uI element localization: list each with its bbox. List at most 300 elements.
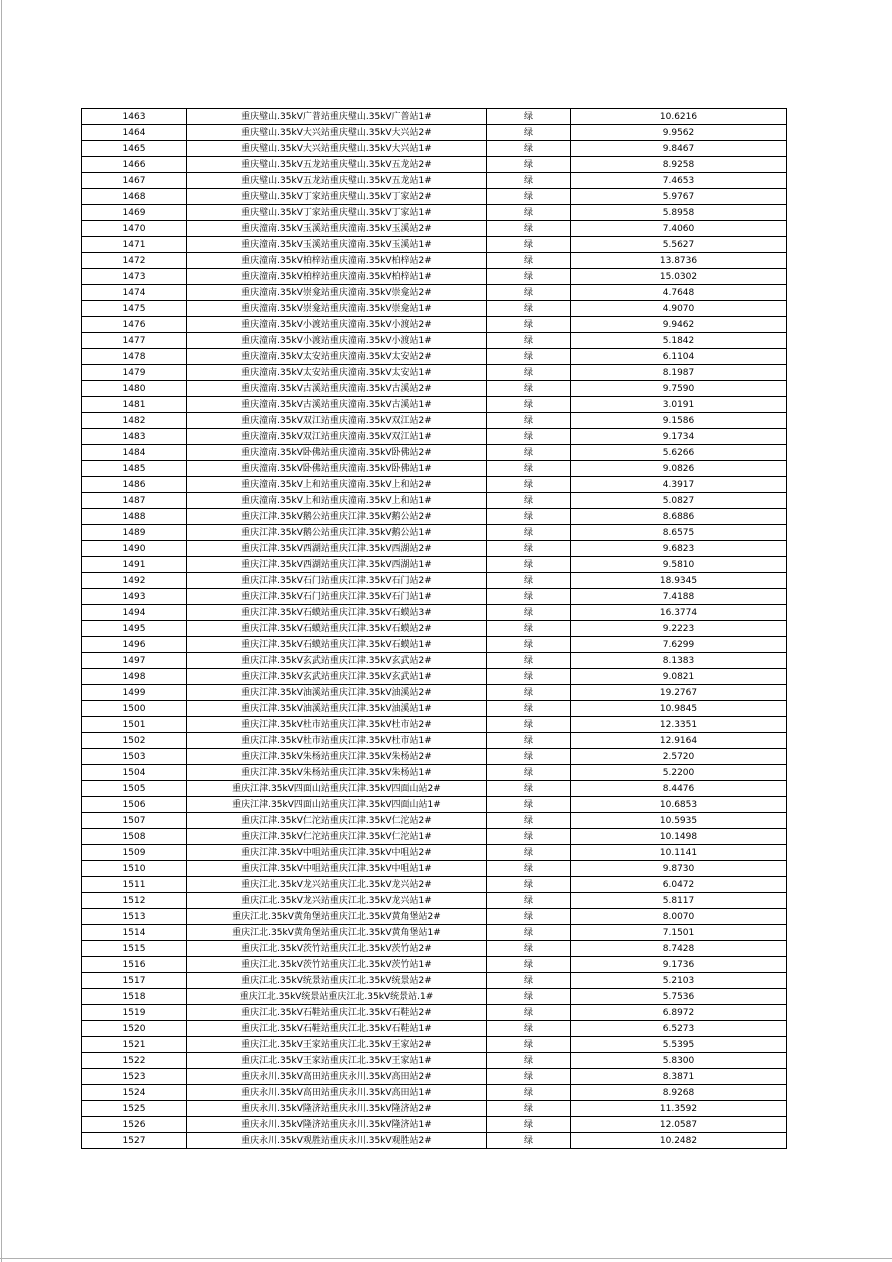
substation-table-body (82, 109, 787, 1149)
status-cell: 绿 (487, 653, 571, 669)
station-name-cell: 重庆潼南.35kV双江站重庆潼南.35kV双江站2# (187, 413, 487, 429)
station-name-cell: 重庆江津.35kV中咀站重庆江津.35kV中咀站1# (187, 861, 487, 877)
table-row (82, 429, 787, 445)
table-row (82, 477, 787, 493)
row-id-cell: 1464 (82, 125, 187, 141)
value-cell: 9.9462 (571, 317, 787, 333)
station-name-cell: 重庆江津.35kV西湖站重庆江津.35kV西湖站2# (187, 541, 487, 557)
row-id-cell: 1485 (82, 461, 187, 477)
value-cell: 10.5935 (571, 813, 787, 829)
value-cell: 8.0070 (571, 909, 787, 925)
table-row (82, 909, 787, 925)
row-id-cell: 1471 (82, 237, 187, 253)
row-id-cell: 1505 (82, 781, 187, 797)
status-cell: 绿 (487, 1085, 571, 1101)
status-cell: 绿 (487, 893, 571, 909)
station-name-cell: 重庆江津.35kV石蟆站重庆江津.35kV石蟆站2# (187, 621, 487, 637)
station-name-cell: 重庆江津.35kV四面山站重庆江津.35kV四面山站2# (187, 781, 487, 797)
station-name-cell: 重庆潼南.35kV小渡站重庆潼南.35kV小渡站1# (187, 333, 487, 349)
value-cell: 15.0302 (571, 269, 787, 285)
value-cell: 5.8300 (571, 1053, 787, 1069)
table-row (82, 1037, 787, 1053)
row-id-cell: 1472 (82, 253, 187, 269)
table-row (82, 749, 787, 765)
table-row (82, 285, 787, 301)
row-id-cell: 1470 (82, 221, 187, 237)
value-cell: 9.5810 (571, 557, 787, 573)
status-cell: 绿 (487, 237, 571, 253)
value-cell: 5.5395 (571, 1037, 787, 1053)
status-cell: 绿 (487, 877, 571, 893)
table-row (82, 925, 787, 941)
row-id-cell: 1492 (82, 573, 187, 589)
status-cell: 绿 (487, 413, 571, 429)
value-cell: 13.8736 (571, 253, 787, 269)
status-cell: 绿 (487, 365, 571, 381)
table-row (82, 861, 787, 877)
status-cell: 绿 (487, 989, 571, 1005)
table-row (82, 381, 787, 397)
status-cell: 绿 (487, 477, 571, 493)
row-id-cell: 1478 (82, 349, 187, 365)
table-row (82, 877, 787, 893)
row-id-cell: 1511 (82, 877, 187, 893)
row-id-cell: 1520 (82, 1021, 187, 1037)
table-row (82, 1021, 787, 1037)
station-name-cell: 重庆潼南.35kV小渡站重庆潼南.35kV小渡站2# (187, 317, 487, 333)
table-row (82, 237, 787, 253)
row-id-cell: 1513 (82, 909, 187, 925)
table-row (82, 493, 787, 509)
value-cell: 9.8730 (571, 861, 787, 877)
status-cell: 绿 (487, 685, 571, 701)
station-name-cell: 重庆江津.35kV鹅公站重庆江津.35kV鹅公站1# (187, 525, 487, 541)
row-id-cell: 1489 (82, 525, 187, 541)
status-cell: 绿 (487, 173, 571, 189)
station-name-cell: 重庆永川.35kV高田站重庆永川.35kV高田站2# (187, 1069, 487, 1085)
station-name-cell: 重庆江北.35kV茨竹站重庆江北.35kV茨竹站2# (187, 941, 487, 957)
row-id-cell: 1465 (82, 141, 187, 157)
row-id-cell: 1476 (82, 317, 187, 333)
row-id-cell: 1500 (82, 701, 187, 717)
status-cell: 绿 (487, 445, 571, 461)
value-cell: 8.9268 (571, 1085, 787, 1101)
station-name-cell: 重庆江北.35kV王家站重庆江北.35kV王家站2# (187, 1037, 487, 1053)
status-cell: 绿 (487, 829, 571, 845)
row-id-cell: 1486 (82, 477, 187, 493)
value-cell: 6.0472 (571, 877, 787, 893)
status-cell: 绿 (487, 1037, 571, 1053)
table-row (82, 957, 787, 973)
status-cell: 绿 (487, 141, 571, 157)
station-name-cell: 重庆江北.35kV统景站重庆江北.35kV统景站.1# (187, 989, 487, 1005)
table-row (82, 829, 787, 845)
status-cell: 绿 (487, 941, 571, 957)
row-id-cell: 1506 (82, 797, 187, 813)
status-cell: 绿 (487, 1053, 571, 1069)
table-row (82, 621, 787, 637)
status-cell: 绿 (487, 157, 571, 173)
row-id-cell: 1519 (82, 1005, 187, 1021)
status-cell: 绿 (487, 189, 571, 205)
status-cell: 绿 (487, 221, 571, 237)
value-cell: 7.6299 (571, 637, 787, 653)
value-cell: 8.3871 (571, 1069, 787, 1085)
value-cell: 4.3917 (571, 477, 787, 493)
table-row (82, 765, 787, 781)
value-cell: 12.0587 (571, 1117, 787, 1133)
row-id-cell: 1499 (82, 685, 187, 701)
table-row (82, 589, 787, 605)
status-cell: 绿 (487, 1117, 571, 1133)
station-name-cell: 重庆江北.35kV王家站重庆江北.35kV王家站1# (187, 1053, 487, 1069)
status-cell: 绿 (487, 1005, 571, 1021)
table-row (82, 141, 787, 157)
table-row (82, 1069, 787, 1085)
value-cell: 9.1736 (571, 957, 787, 973)
table-row (82, 605, 787, 621)
value-cell: 18.9345 (571, 573, 787, 589)
value-cell: 5.7536 (571, 989, 787, 1005)
row-id-cell: 1507 (82, 813, 187, 829)
station-name-cell: 重庆潼南.35kV上和站重庆潼南.35kV上和站1# (187, 493, 487, 509)
value-cell: 5.0827 (571, 493, 787, 509)
table-row (82, 1117, 787, 1133)
table-row (82, 1133, 787, 1149)
row-id-cell: 1518 (82, 989, 187, 1005)
station-name-cell: 重庆江津.35kV杜市站重庆江津.35kV杜市站1# (187, 733, 487, 749)
value-cell: 10.6216 (571, 109, 787, 125)
station-name-cell: 重庆江津.35kV石门站重庆江津.35kV石门站1# (187, 589, 487, 605)
status-cell: 绿 (487, 1021, 571, 1037)
status-cell: 绿 (487, 253, 571, 269)
table-row (82, 941, 787, 957)
row-id-cell: 1490 (82, 541, 187, 557)
row-id-cell: 1468 (82, 189, 187, 205)
status-cell: 绿 (487, 973, 571, 989)
status-cell: 绿 (487, 589, 571, 605)
station-name-cell: 重庆江津.35kV石蟆站重庆江津.35kV石蟆站1# (187, 637, 487, 653)
status-cell: 绿 (487, 749, 571, 765)
table-row (82, 797, 787, 813)
status-cell: 绿 (487, 461, 571, 477)
substation-table (81, 108, 787, 1149)
status-cell: 绿 (487, 813, 571, 829)
station-name-cell: 重庆江津.35kV朱杨站重庆江津.35kV朱杨站1# (187, 765, 487, 781)
table-row (82, 413, 787, 429)
table-row (82, 317, 787, 333)
status-cell: 绿 (487, 317, 571, 333)
value-cell: 5.2200 (571, 765, 787, 781)
table-row (82, 557, 787, 573)
status-cell: 绿 (487, 109, 571, 125)
station-name-cell: 重庆江津.35kV玄武站重庆江津.35kV玄武站1# (187, 669, 487, 685)
station-name-cell: 重庆潼南.35kV太安站重庆潼南.35kV太安站2# (187, 349, 487, 365)
page-left-edge (1, 0, 2, 1262)
value-cell: 7.4653 (571, 173, 787, 189)
station-name-cell: 重庆璧山.35kV五龙站重庆璧山.35kV五龙站1# (187, 173, 487, 189)
table-row (82, 973, 787, 989)
table-row (82, 653, 787, 669)
station-name-cell: 重庆江津.35kV西湖站重庆江津.35kV西湖站1# (187, 557, 487, 573)
station-name-cell: 重庆璧山.35kV大兴站重庆璧山.35kV大兴站1# (187, 141, 487, 157)
station-name-cell: 重庆江北.35kV茨竹站重庆江北.35kV茨竹站1# (187, 957, 487, 973)
value-cell: 9.2223 (571, 621, 787, 637)
value-cell: 6.5273 (571, 1021, 787, 1037)
row-id-cell: 1488 (82, 509, 187, 525)
table-row (82, 157, 787, 173)
status-cell: 绿 (487, 429, 571, 445)
station-name-cell: 重庆璧山.35kV大兴站重庆璧山.35kV大兴站2# (187, 125, 487, 141)
value-cell: 9.6823 (571, 541, 787, 557)
table-row (82, 1085, 787, 1101)
row-id-cell: 1509 (82, 845, 187, 861)
row-id-cell: 1517 (82, 973, 187, 989)
row-id-cell: 1487 (82, 493, 187, 509)
status-cell: 绿 (487, 541, 571, 557)
table-row (82, 125, 787, 141)
status-cell: 绿 (487, 269, 571, 285)
station-name-cell: 重庆江津.35kV仁沱站重庆江津.35kV仁沱站1# (187, 829, 487, 845)
table-row (82, 253, 787, 269)
value-cell: 4.9070 (571, 301, 787, 317)
row-id-cell: 1514 (82, 925, 187, 941)
row-id-cell: 1498 (82, 669, 187, 685)
table-row (82, 573, 787, 589)
status-cell: 绿 (487, 381, 571, 397)
station-name-cell: 重庆江津.35kV四面山站重庆江津.35kV四面山站1# (187, 797, 487, 813)
value-cell: 12.3351 (571, 717, 787, 733)
row-id-cell: 1501 (82, 717, 187, 733)
value-cell: 9.0826 (571, 461, 787, 477)
table-row (82, 365, 787, 381)
row-id-cell: 1482 (82, 413, 187, 429)
row-id-cell: 1480 (82, 381, 187, 397)
row-id-cell: 1510 (82, 861, 187, 877)
table-row (82, 717, 787, 733)
station-name-cell: 重庆璧山.35kV丁家站重庆璧山.35kV丁家站1# (187, 205, 487, 221)
row-id-cell: 1516 (82, 957, 187, 973)
row-id-cell: 1527 (82, 1133, 187, 1149)
row-id-cell: 1469 (82, 205, 187, 221)
station-name-cell: 重庆潼南.35kV卧佛站重庆潼南.35kV卧佛站2# (187, 445, 487, 461)
table-row (82, 637, 787, 653)
station-name-cell: 重庆江津.35kV油溪站重庆江津.35kV油溪站2# (187, 685, 487, 701)
status-cell: 绿 (487, 525, 571, 541)
row-id-cell: 1523 (82, 1069, 187, 1085)
value-cell: 5.1842 (571, 333, 787, 349)
table-row (82, 541, 787, 557)
row-id-cell: 1497 (82, 653, 187, 669)
status-cell: 绿 (487, 557, 571, 573)
row-id-cell: 1481 (82, 397, 187, 413)
station-name-cell: 重庆江北.35kV石鞋站重庆江北.35kV石鞋站1# (187, 1021, 487, 1037)
value-cell: 5.8958 (571, 205, 787, 221)
value-cell: 5.6266 (571, 445, 787, 461)
station-name-cell: 重庆江津.35kV石蟆站重庆江津.35kV石蟆站3# (187, 605, 487, 621)
row-id-cell: 1524 (82, 1085, 187, 1101)
status-cell: 绿 (487, 621, 571, 637)
status-cell: 绿 (487, 781, 571, 797)
table-row (82, 781, 787, 797)
row-id-cell: 1474 (82, 285, 187, 301)
status-cell: 绿 (487, 701, 571, 717)
row-id-cell: 1494 (82, 605, 187, 621)
station-name-cell: 重庆璧山.35kV丁家站重庆璧山.35kV丁家站2# (187, 189, 487, 205)
value-cell: 9.1586 (571, 413, 787, 429)
station-name-cell: 重庆江北.35kV石鞋站重庆江北.35kV石鞋站2# (187, 1005, 487, 1021)
value-cell: 10.9845 (571, 701, 787, 717)
value-cell: 8.6886 (571, 509, 787, 525)
station-name-cell: 重庆潼南.35kV玉溪站重庆潼南.35kV玉溪站2# (187, 221, 487, 237)
value-cell: 7.4060 (571, 221, 787, 237)
value-cell: 5.8117 (571, 893, 787, 909)
station-name-cell: 重庆江北.35kV黄角堡站重庆江北.35kV黄角堡站1# (187, 925, 487, 941)
station-name-cell: 重庆永川.35kV隆济站重庆永川.35kV隆济站1# (187, 1117, 487, 1133)
status-cell: 绿 (487, 669, 571, 685)
row-id-cell: 1526 (82, 1117, 187, 1133)
status-cell: 绿 (487, 1101, 571, 1117)
value-cell: 19.2767 (571, 685, 787, 701)
table-row (82, 845, 787, 861)
value-cell: 8.6575 (571, 525, 787, 541)
value-cell: 10.2482 (571, 1133, 787, 1149)
row-id-cell: 1479 (82, 365, 187, 381)
table-row (82, 669, 787, 685)
value-cell: 11.3592 (571, 1101, 787, 1117)
station-name-cell: 重庆潼南.35kV柏梓站重庆潼南.35kV柏梓站2# (187, 253, 487, 269)
row-id-cell: 1484 (82, 445, 187, 461)
station-name-cell: 重庆江津.35kV中咀站重庆江津.35kV中咀站2# (187, 845, 487, 861)
status-cell: 绿 (487, 765, 571, 781)
status-cell: 绿 (487, 909, 571, 925)
value-cell: 5.2103 (571, 973, 787, 989)
row-id-cell: 1508 (82, 829, 187, 845)
station-name-cell: 重庆璧山.35kV广普站重庆璧山.35kV广普站1# (187, 109, 487, 125)
row-id-cell: 1521 (82, 1037, 187, 1053)
station-name-cell: 重庆潼南.35kV古溪站重庆潼南.35kV古溪站1# (187, 397, 487, 413)
value-cell: 2.5720 (571, 749, 787, 765)
table-row (82, 733, 787, 749)
value-cell: 9.9562 (571, 125, 787, 141)
table-row (82, 333, 787, 349)
value-cell: 7.4188 (571, 589, 787, 605)
station-name-cell: 重庆潼南.35kV双江站重庆潼南.35kV双江站1# (187, 429, 487, 445)
station-name-cell: 重庆潼南.35kV卧佛站重庆潼南.35kV卧佛站1# (187, 461, 487, 477)
value-cell: 4.7648 (571, 285, 787, 301)
row-id-cell: 1522 (82, 1053, 187, 1069)
table-row (82, 701, 787, 717)
row-id-cell: 1463 (82, 109, 187, 125)
value-cell: 8.4476 (571, 781, 787, 797)
row-id-cell: 1493 (82, 589, 187, 605)
station-name-cell: 重庆江津.35kV鹅公站重庆江津.35kV鹅公站2# (187, 509, 487, 525)
status-cell: 绿 (487, 845, 571, 861)
value-cell: 10.6853 (571, 797, 787, 813)
row-id-cell: 1491 (82, 557, 187, 573)
status-cell: 绿 (487, 797, 571, 813)
station-name-cell: 重庆江北.35kV龙兴站重庆江北.35kV龙兴站1# (187, 893, 487, 909)
value-cell: 9.1734 (571, 429, 787, 445)
row-id-cell: 1483 (82, 429, 187, 445)
row-id-cell: 1475 (82, 301, 187, 317)
station-name-cell: 重庆潼南.35kV玉溪站重庆潼南.35kV玉溪站1# (187, 237, 487, 253)
table-row (82, 301, 787, 317)
station-name-cell: 重庆潼南.35kV上和站重庆潼南.35kV上和站2# (187, 477, 487, 493)
status-cell: 绿 (487, 1133, 571, 1149)
value-cell: 7.1501 (571, 925, 787, 941)
status-cell: 绿 (487, 205, 571, 221)
status-cell: 绿 (487, 861, 571, 877)
table-row (82, 461, 787, 477)
status-cell: 绿 (487, 925, 571, 941)
value-cell: 5.5627 (571, 237, 787, 253)
table-row (82, 173, 787, 189)
station-name-cell: 重庆江津.35kV石门站重庆江津.35kV石门站2# (187, 573, 487, 589)
status-cell: 绿 (487, 125, 571, 141)
value-cell: 8.1383 (571, 653, 787, 669)
status-cell: 绿 (487, 349, 571, 365)
station-name-cell: 重庆江津.35kV朱杨站重庆江津.35kV朱杨站2# (187, 749, 487, 765)
table-row (82, 445, 787, 461)
table-row (82, 525, 787, 541)
value-cell: 8.7428 (571, 941, 787, 957)
station-name-cell: 重庆江津.35kV仁沱站重庆江津.35kV仁沱站2# (187, 813, 487, 829)
row-id-cell: 1495 (82, 621, 187, 637)
page-bottom-edge (0, 1258, 892, 1259)
row-id-cell: 1504 (82, 765, 187, 781)
station-name-cell: 重庆潼南.35kV崇龛站重庆潼南.35kV崇龛站2# (187, 285, 487, 301)
row-id-cell: 1467 (82, 173, 187, 189)
row-id-cell: 1496 (82, 637, 187, 653)
value-cell: 6.8972 (571, 1005, 787, 1021)
station-name-cell: 重庆江津.35kV玄武站重庆江津.35kV玄武站2# (187, 653, 487, 669)
row-id-cell: 1512 (82, 893, 187, 909)
status-cell: 绿 (487, 573, 571, 589)
station-name-cell: 重庆江北.35kV龙兴站重庆江北.35kV龙兴站2# (187, 877, 487, 893)
station-name-cell: 重庆永川.35kV观胜站重庆永川.35kV观胜站2# (187, 1133, 487, 1149)
status-cell: 绿 (487, 733, 571, 749)
status-cell: 绿 (487, 717, 571, 733)
value-cell: 6.1104 (571, 349, 787, 365)
row-id-cell: 1515 (82, 941, 187, 957)
row-id-cell: 1503 (82, 749, 187, 765)
value-cell: 12.9164 (571, 733, 787, 749)
station-name-cell: 重庆潼南.35kV古溪站重庆潼南.35kV古溪站2# (187, 381, 487, 397)
table-row (82, 269, 787, 285)
status-cell: 绿 (487, 957, 571, 973)
table-row (82, 221, 787, 237)
value-cell: 8.9258 (571, 157, 787, 173)
status-cell: 绿 (487, 605, 571, 621)
status-cell: 绿 (487, 333, 571, 349)
value-cell: 3.0191 (571, 397, 787, 413)
table-row (82, 685, 787, 701)
station-name-cell: 重庆江津.35kV杜市站重庆江津.35kV杜市站2# (187, 717, 487, 733)
row-id-cell: 1525 (82, 1101, 187, 1117)
status-cell: 绿 (487, 509, 571, 525)
status-cell: 绿 (487, 397, 571, 413)
value-cell: 8.1987 (571, 365, 787, 381)
table-row (82, 509, 787, 525)
table-row (82, 989, 787, 1005)
table-row (82, 1101, 787, 1117)
station-name-cell: 重庆潼南.35kV崇龛站重庆潼南.35kV崇龛站1# (187, 301, 487, 317)
table-row (82, 893, 787, 909)
status-cell: 绿 (487, 493, 571, 509)
station-name-cell: 重庆潼南.35kV太安站重庆潼南.35kV太安站1# (187, 365, 487, 381)
value-cell: 9.8467 (571, 141, 787, 157)
